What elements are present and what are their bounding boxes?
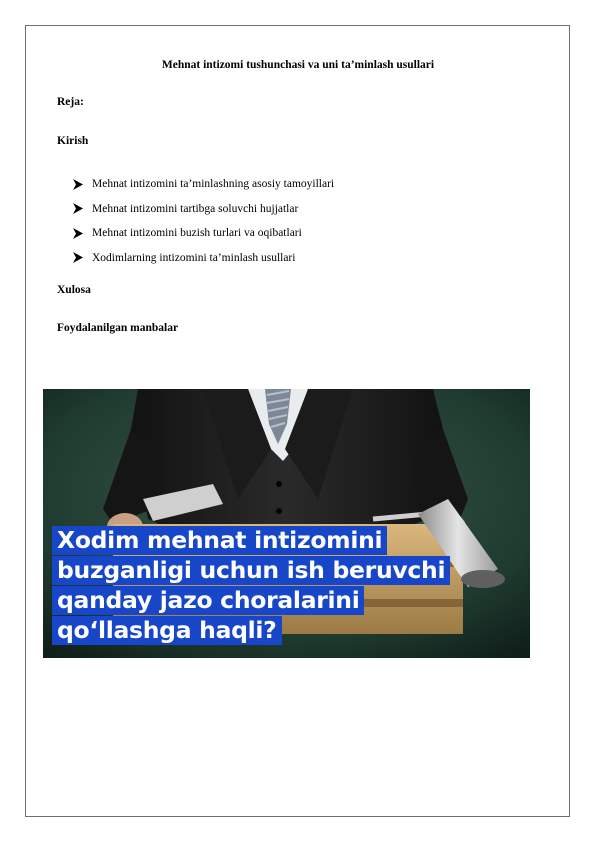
document-title: Mehnat intizomi tushunchasi va uni ta’minlash usullari	[161, 59, 435, 71]
plan-heading: Reja:	[57, 96, 84, 108]
conclusion-heading: Xulosa	[57, 284, 91, 296]
caption-line: Xodim mehnat intizomini	[52, 526, 387, 555]
toc-item-label: Mehnat intizomini tartibga soluvchi hujjatlar	[92, 202, 299, 215]
references-heading: Foydalanilgan manbalar	[57, 322, 179, 334]
image-caption	[52, 526, 450, 646]
intro-heading: Kirish	[57, 135, 89, 147]
caption-line: qanday jazo choralarini	[52, 586, 364, 615]
caption-line: buzganligi uchun ish beruvchi	[52, 556, 450, 585]
toc-list	[72, 172, 334, 270]
toc-item	[72, 172, 334, 197]
article-image	[43, 389, 530, 658]
arrow-bullet-icon	[72, 228, 84, 239]
toc-item-label: Mehnat intizomini buzish turlari va oqibatlari	[92, 227, 302, 240]
arrow-bullet-icon	[72, 203, 84, 214]
arrow-bullet-icon	[72, 252, 84, 263]
toc-item	[72, 221, 334, 246]
toc-item-label: Xodimlarning intizomini ta’minlash usullari	[92, 251, 296, 264]
caption-line: qo‘llashga haqli?	[52, 616, 282, 645]
toc-item	[72, 197, 334, 222]
arrow-bullet-icon	[72, 179, 84, 190]
toc-item-label: Mehnat intizomini ta’minlashning asosiy tamoyillari	[92, 178, 335, 191]
toc-item	[72, 246, 334, 271]
